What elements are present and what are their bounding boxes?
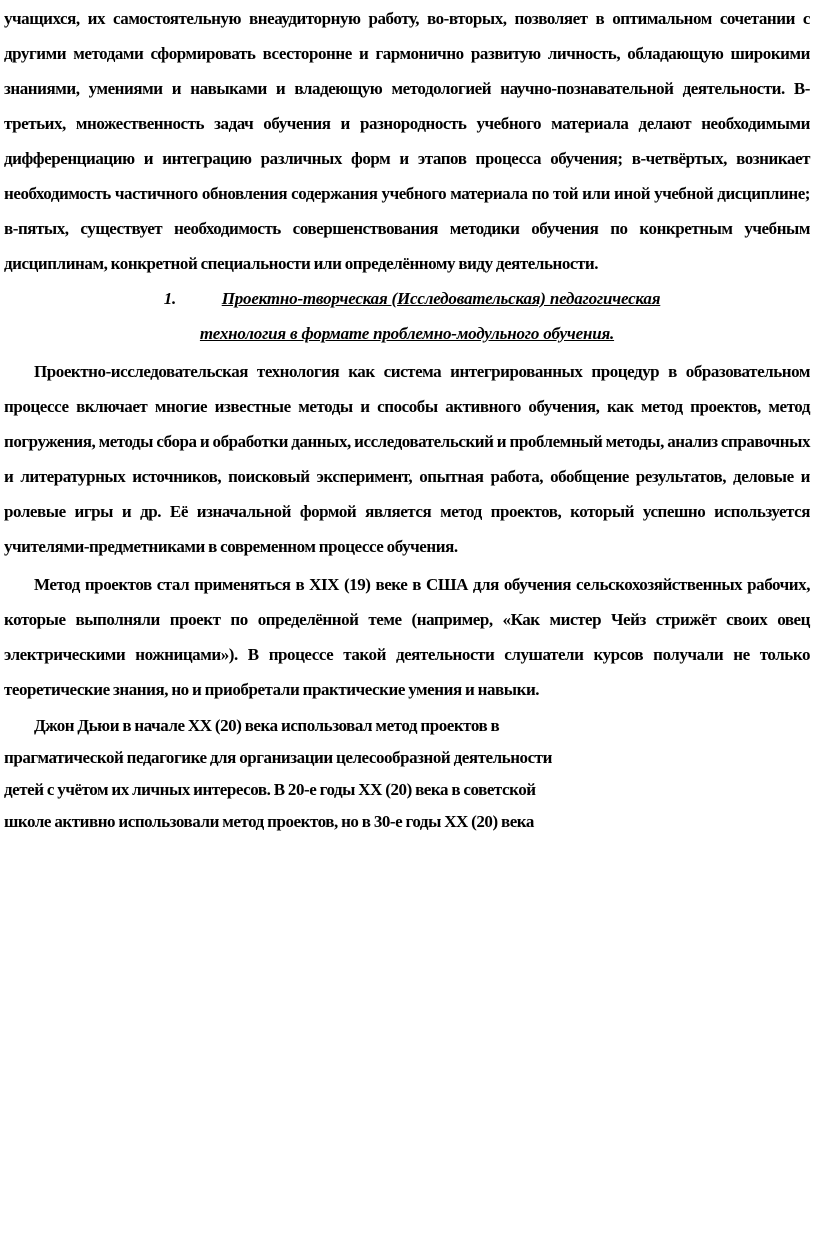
body-paragraph-3-line-1: Джон Дьюи в начале XX (20) века использовал метод проектов в [34,716,500,735]
body-paragraph-1: Проектно-исследовательская технология как система интегрированных процедур в образовательном процессе включает многие известные методы и способы активного обучения, как метод проектов, метод погружения, методы сбора и обработки данных, исследовательский и проблемный методы, анализ справочных и литературных источников, поисковый эксперимент, опытная работа, обобщение результатов, деловые и ролевые игры и др. Её изначальной формой является метод проектов, который успешно используется учителями-предметниками в современном процессе обучения. [4,362,810,556]
body-paragraph-3 [4,710,810,838]
body-paragraph-3-line-3: детей с учётом их личных интересов. В 20-е годы XX (20) века в советской [4,780,536,799]
section-number: 1. [163,289,177,308]
section-title-line-2: технология в формате проблемно-модульного обучения. [199,324,615,343]
intro-paragraph: учащихся, их самостоятельную внеаудиторную работу, во-вторых, позволяет в оптимальном сочетании с другими методами сформировать всесторонне и гармонично развитую личность, обладающую широкими знаниями, умениями и навыками и владеющую методологией научно-познавательной деятельности. В-третьих, множественность задач обучения и разнородность учебного материала делают необходимыми дифференциацию и интеграцию различных форм и этапов процесса обучения; в-четвёртых, возникает необходимость частичного обновления содержания учебного материала по той или иной учебной дисциплине; в-пятых, существует необходимость совершенствования методики обучения по конкретным учебным дисциплинам, конкретной специальности или определённому виду деятельности. [4,9,810,273]
body-paragraph-2: Метод проектов стал применяться в XIX (19) веке в США для обучения сельскохозяйственных рабочих, которые выполняли проект по определённой теме (например, «Как мистер Чейз стрижёт своих овец электрическими ножницами»). В процессе такой деятельности слушатели курсов получали не только теоретические знания, но и приобретали практические умения и навыки. [4,575,810,699]
section-heading [4,281,810,351]
section-title-line-1: Проектно-творческая (Исследовательская) педагогическая [221,289,661,308]
section-heading-line-1 [4,281,810,316]
body-paragraph-3-line-2: прагматической педагогике для организации целесообразной деятельности [4,748,552,767]
body-paragraph-3-line-4: школе активно использовали метод проектов, но в 30-е годы XX (20) века [4,812,534,831]
